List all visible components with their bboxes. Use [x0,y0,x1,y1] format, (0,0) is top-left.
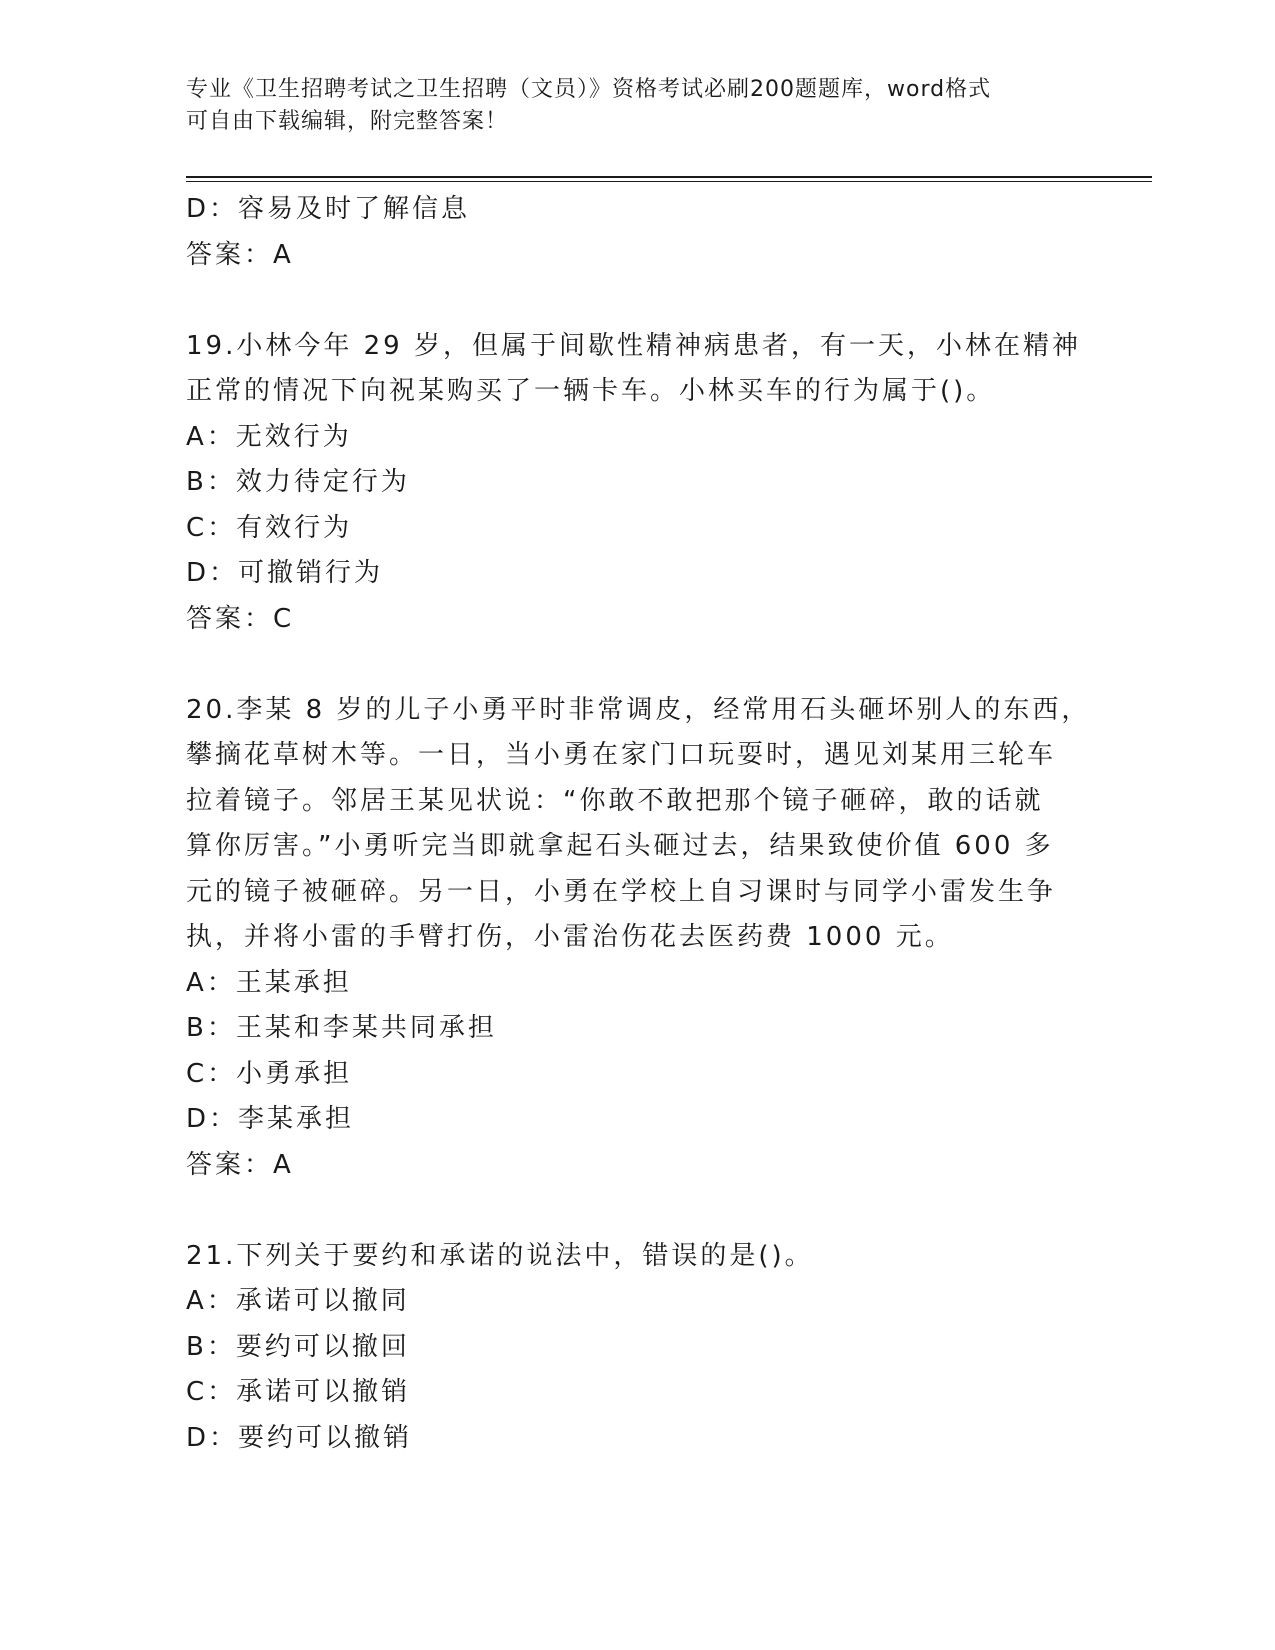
question-text-line: 执，并将小雷的手臂打伤，小雷治伤花去医药费 1000 元。 [186,922,954,952]
question-text-line: 元的镜子被砸碎。另一日，小勇在学校上自习课时与同学小雷发生争 [186,876,1057,907]
question-text-line: 19.小林今年 29 岁，但属于间歇性精神病患者，有一天，小林在精神 [186,330,1081,361]
header-line-2: 可自由下载编辑，附完整答案！ [186,109,509,134]
option-c: C：承诺可以撤销 [186,1377,411,1407]
option-d: D：要约可以撤销 [186,1422,413,1453]
question-20 [186,688,1091,1189]
question-19 [186,324,1081,643]
option-a: A：王某承担 [186,967,352,998]
spacer [186,1188,1066,1234]
answer: 答案：A [186,1149,294,1180]
header-rule-thin [186,181,1152,182]
header-line-1: 专业《卫生招聘考试之卫生招聘（文员）》资格考试必刷200题题库，word格式 [186,77,992,102]
question-text-line: 算你厉害。”小勇听完当即就拿起石头砸过去，结果致使价值 600 多 [186,831,1054,861]
question-text-line: 攀摘花草树木等。一日，当小勇在家门口玩耍时，遇见刘某用三轮车 [186,740,1057,770]
question-text-line: 正常的情况下向祝某购买了一辆卡车。小林买车的行为属于()。 [186,376,996,406]
document-body [186,187,1091,1461]
option-d: D：李某承担 [186,1104,355,1134]
question-18-tail [186,187,1066,278]
document-header [186,74,1066,138]
answer: 答案：A [186,239,294,270]
spacer [186,278,1066,324]
question-text-line: 拉着镜子。邻居王某见状说：“你敢不敢把那个镜子砸碎，敢的话就 [186,785,1044,816]
option-d: D：可撤销行为 [186,558,384,588]
option-a: A：无效行为 [186,421,352,452]
option-a: A：承诺可以撤同 [186,1286,410,1316]
question-text-line: 20.李某 8 岁的儿子小勇平时非常调皮，经常用石头砸坏别人的东西， [186,694,1091,725]
question-21 [186,1234,1066,1462]
spacer [186,642,1066,688]
option-d: D：容易及时了解信息 [186,194,471,224]
option-c: C：小勇承担 [186,1058,353,1089]
header-rule-thick [186,176,1152,178]
answer: 答案：C [186,603,295,634]
option-b: B：要约可以撤回 [186,1331,410,1362]
option-b: B：王某和李某共同承担 [186,1013,497,1043]
option-b: B：效力待定行为 [186,467,410,497]
question-text-line: 21.下列关于要约和承诺的说法中，错误的是()。 [186,1240,814,1271]
option-c: C：有效行为 [186,512,353,543]
